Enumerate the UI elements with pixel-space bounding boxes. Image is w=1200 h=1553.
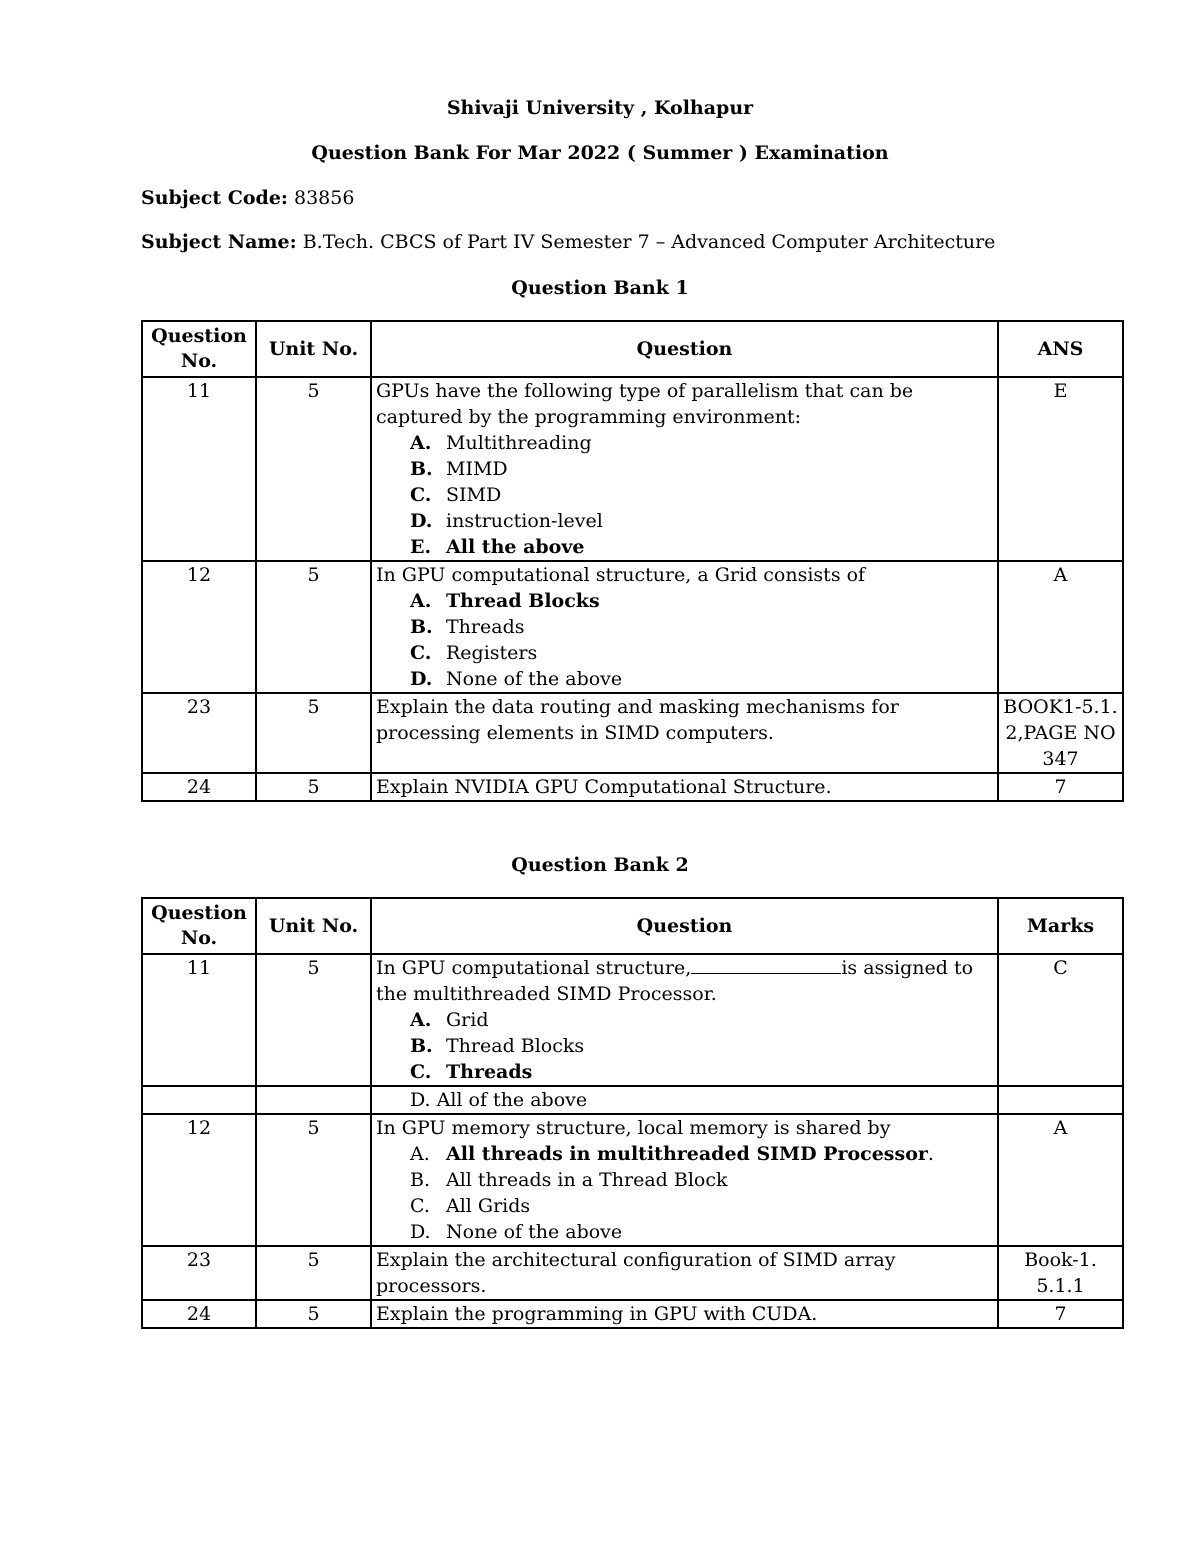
option-correct: C. Threads <box>410 1061 533 1083</box>
question-cell <box>371 377 998 561</box>
option: D. instruction-level <box>410 510 603 532</box>
unit-no: 5 <box>256 773 371 801</box>
option: B. Threads <box>410 616 525 638</box>
answer: A <box>998 561 1123 693</box>
unit-no: 5 <box>256 1246 371 1300</box>
option: A. Multithreading <box>410 432 592 454</box>
question-no: 23 <box>142 693 256 773</box>
header-unit-no: Unit No. <box>256 898 371 954</box>
answer: BOOK1-5.1.2,PAGE NO 347 <box>998 693 1123 773</box>
table-row <box>142 693 1123 773</box>
answer: 7 <box>998 773 1123 801</box>
exam-title: Question Bank For Mar 2022 ( Summer ) Examination <box>311 142 889 164</box>
question-no: 11 <box>142 954 256 1086</box>
option: D. None of the above <box>410 1221 623 1243</box>
bank1-table <box>141 320 1124 802</box>
table-row <box>142 1114 1123 1246</box>
answer: Book-1. 5.1.1 <box>998 1246 1123 1300</box>
table-row <box>142 1246 1123 1300</box>
option: C. Registers <box>410 642 538 664</box>
unit-no: 5 <box>256 693 371 773</box>
option: C. SIMD <box>410 484 502 506</box>
subject-code-value: 83856 <box>293 187 355 209</box>
answer: E <box>998 377 1123 561</box>
bank2-table <box>141 897 1124 1329</box>
question-text: In GPU computational structure, is assigned to the multithreaded SIMD Processor. <box>376 957 974 1005</box>
option-correct: A. All threads in multithreaded SIMD Processor. <box>410 1143 934 1165</box>
answer: 7 <box>998 1300 1123 1328</box>
header-question: Question <box>371 898 998 954</box>
answer: C <box>998 954 1123 1086</box>
question-no: 24 <box>142 773 256 801</box>
question-no: 12 <box>142 1114 256 1246</box>
table-row <box>142 377 1123 561</box>
table-row <box>142 1086 1123 1114</box>
question-no: 11 <box>142 377 256 561</box>
subject-name-line <box>141 231 995 253</box>
question-cell <box>371 954 998 1086</box>
header-question-no: Question No. <box>142 321 256 377</box>
question-cell <box>371 1114 998 1246</box>
subject-name-value: B.Tech. CBCS of Part IV Semester 7 – Advanced Computer Architecture <box>302 231 996 253</box>
bank1-title: Question Bank 1 <box>511 277 689 299</box>
header-unit-no: Unit No. <box>256 321 371 377</box>
question-no: 24 <box>142 1300 256 1328</box>
question-text: Explain the programming in GPU with CUDA. <box>371 1300 998 1328</box>
question-text: Explain NVIDIA GPU Computational Structure. <box>371 773 998 801</box>
question-no: 12 <box>142 561 256 693</box>
question-cell <box>371 561 998 693</box>
option: A. Grid <box>410 1009 489 1031</box>
option: B. MIMD <box>410 458 508 480</box>
unit-no: 5 <box>256 561 371 693</box>
subject-code-label: Subject Code: <box>141 187 288 209</box>
question-no: 23 <box>142 1246 256 1300</box>
unit-no: 5 <box>256 954 371 1086</box>
question-text: In GPU computational structure, a Grid consists of <box>376 564 866 586</box>
option: D. All of the above <box>371 1086 998 1114</box>
table-header-row <box>142 898 1123 954</box>
header-marks: Marks <box>998 898 1123 954</box>
bank2-title: Question Bank 2 <box>511 854 689 876</box>
university-title: Shivaji University , Kolhapur <box>446 97 754 119</box>
header-question: Question <box>371 321 998 377</box>
option: B. All threads in a Thread Block <box>410 1169 728 1191</box>
option: D. None of the above <box>410 668 623 690</box>
option: C. All Grids <box>410 1195 531 1217</box>
table-row <box>142 773 1123 801</box>
header-question-no: Question No. <box>142 898 256 954</box>
option-correct: A. Thread Blocks <box>410 590 600 612</box>
table-row <box>142 561 1123 693</box>
subject-code-line <box>141 187 354 209</box>
option-correct: E. All the above <box>410 536 585 558</box>
answer: A <box>998 1114 1123 1246</box>
unit-no: 5 <box>256 1300 371 1328</box>
table-header-row <box>142 321 1123 377</box>
option: B. Thread Blocks <box>410 1035 585 1057</box>
header-ans: ANS <box>998 321 1123 377</box>
question-text: Explain the architectural configuration of SIMD array processors. <box>371 1246 998 1300</box>
unit-no: 5 <box>256 377 371 561</box>
table-row <box>142 954 1123 1086</box>
unit-no: 5 <box>256 1114 371 1246</box>
question-text: GPUs have the following type of parallelism that can be captured by the programming environment: <box>376 380 914 428</box>
question-text: Explain the data routing and masking mechanisms for processing elements in SIMD computers. <box>371 693 998 773</box>
question-text: In GPU memory structure, local memory is shared by <box>376 1117 891 1139</box>
answer-blank <box>691 955 841 974</box>
table-row <box>142 1300 1123 1328</box>
subject-name-label: Subject Name: <box>141 231 297 253</box>
